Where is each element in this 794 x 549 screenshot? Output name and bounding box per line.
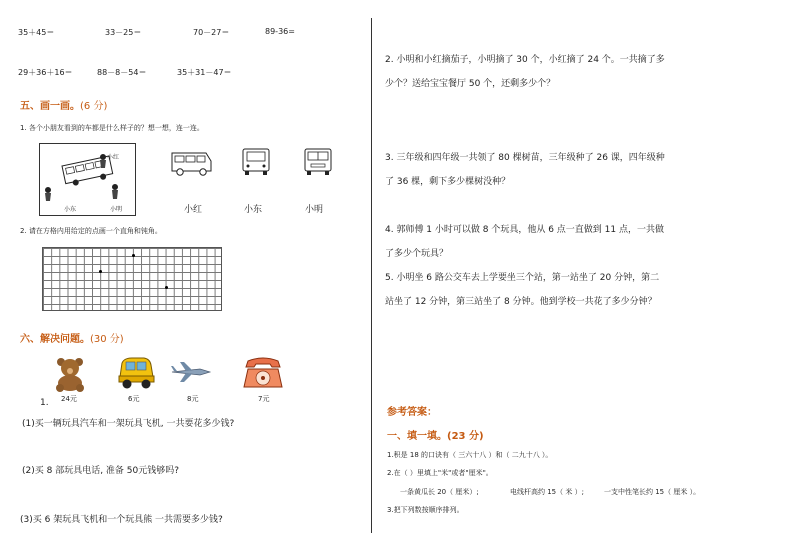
answer-line: 3.把下列数按顺序排列。: [387, 506, 464, 514]
toy-telephone-icon: [242, 357, 284, 389]
toy-airplane-icon: [170, 360, 212, 384]
toy-price: 8元: [187, 395, 199, 403]
toy-car-icon: [116, 355, 156, 391]
sub-question: (1)买一辆玩具汽车和一架玩具飞机, 一共要花多少钱?: [22, 419, 235, 429]
problem-text: 4. 郭师傅 1 小时可以做 8 个玩具，他从 6 点一直做到 11 点，一共做: [385, 225, 664, 235]
problem-text: 站坐了 12 分钟，第三站坐了 8 分钟。他到学校一共花了多少分钟？: [385, 297, 657, 307]
toy-price: 7元: [258, 395, 270, 403]
toy-price: 24元: [61, 395, 77, 403]
problem-text: 5. 小明坐 6 路公交车去上学要坐三个站，第一站坐了 20 分钟，第二: [385, 273, 660, 283]
section-6-title: 六、解决问题。: [20, 334, 90, 345]
bus-side-view-icon: [170, 149, 212, 177]
arith-item: 35＋31－47＝: [177, 68, 232, 77]
section-6-points: (30 分): [90, 334, 124, 345]
answers-title: 参考答案：: [387, 407, 437, 418]
column-divider: [371, 18, 372, 533]
answers-section-heading: 一、填一填。(23 分): [387, 431, 484, 442]
section-6-heading: [20, 330, 124, 345]
problem-text: 了多少个玩具？: [385, 249, 449, 259]
answer-line: 一支中性笔长约 15（ 厘米 ）。: [604, 488, 701, 496]
view-label: 小东: [244, 205, 263, 215]
arith-item: 33－25＝: [105, 28, 142, 37]
scene-illustration: [39, 143, 136, 216]
view-label: 小明: [305, 205, 324, 215]
problem-text: 3. 三年级和四年级一共领了 80 棵树苗，三年级种了 26 课，四年级种: [385, 153, 665, 163]
arith-item: 89-36=: [265, 27, 295, 36]
question-text: 1. 各个小朋友看到的车都是什么样子的？想一想，连一连。: [20, 124, 204, 132]
scene-label-bottom: 小明: [110, 206, 123, 213]
answer-line: 1.积是 18 的口诀有（ 三六十八 ）和（ 二九十八 ）。: [387, 451, 553, 459]
bus-back-view-icon: [240, 146, 272, 178]
dot-grid: [42, 247, 222, 311]
arith-item: 88－8－54＝: [97, 68, 147, 77]
section-5-points: (6 分): [80, 101, 108, 112]
grid-dot: [165, 286, 168, 289]
problem-text: 2. 小明和小红摘茄子，小明摘了 30 个，小红摘了 24 个。一共摘了多: [385, 55, 665, 65]
bus-scene-icon: [40, 144, 137, 217]
teddy-bear-icon: [52, 356, 88, 392]
sub-question: (2)买 8 部玩具电话, 准备 50元钱够吗?: [22, 466, 180, 476]
question-number: 1.: [40, 398, 49, 408]
section-5-heading: [20, 97, 107, 112]
grid-dot: [132, 254, 135, 257]
arith-item: 29＋36＋16＝: [18, 68, 73, 77]
problem-text: 少个？送给宝宝餐厅 50 个，还剩多少个？: [385, 79, 556, 89]
question-text: 2. 请在方格内用给定的点画一个直角和钝角。: [20, 227, 162, 235]
scene-label-left: 小东: [64, 206, 77, 213]
arith-item: 70－27＝: [193, 28, 230, 37]
answer-line: 一条黄瓜长 20（ 厘米）;: [400, 488, 479, 496]
grid-dot: [99, 270, 102, 273]
section-5-title: 五、画一画。: [20, 101, 80, 112]
sub-question: (3)买 6 架玩具飞机和一个玩具熊 一共需要多少钱?: [20, 515, 223, 525]
answer-line: 2.在（ ）里填上"米"或者"厘米"。: [387, 469, 493, 477]
toy-price: 6元: [128, 395, 140, 403]
view-label: 小红: [184, 205, 203, 215]
scene-label-top: 小红: [107, 154, 120, 161]
arith-item: 35＋45＝: [18, 28, 55, 37]
answer-line: 电线杆高约 15（ 米 ）;: [510, 488, 584, 496]
bus-front-view-icon: [302, 146, 334, 178]
problem-text: 了 36 棵，剩下多少棵树没种？: [385, 177, 511, 187]
